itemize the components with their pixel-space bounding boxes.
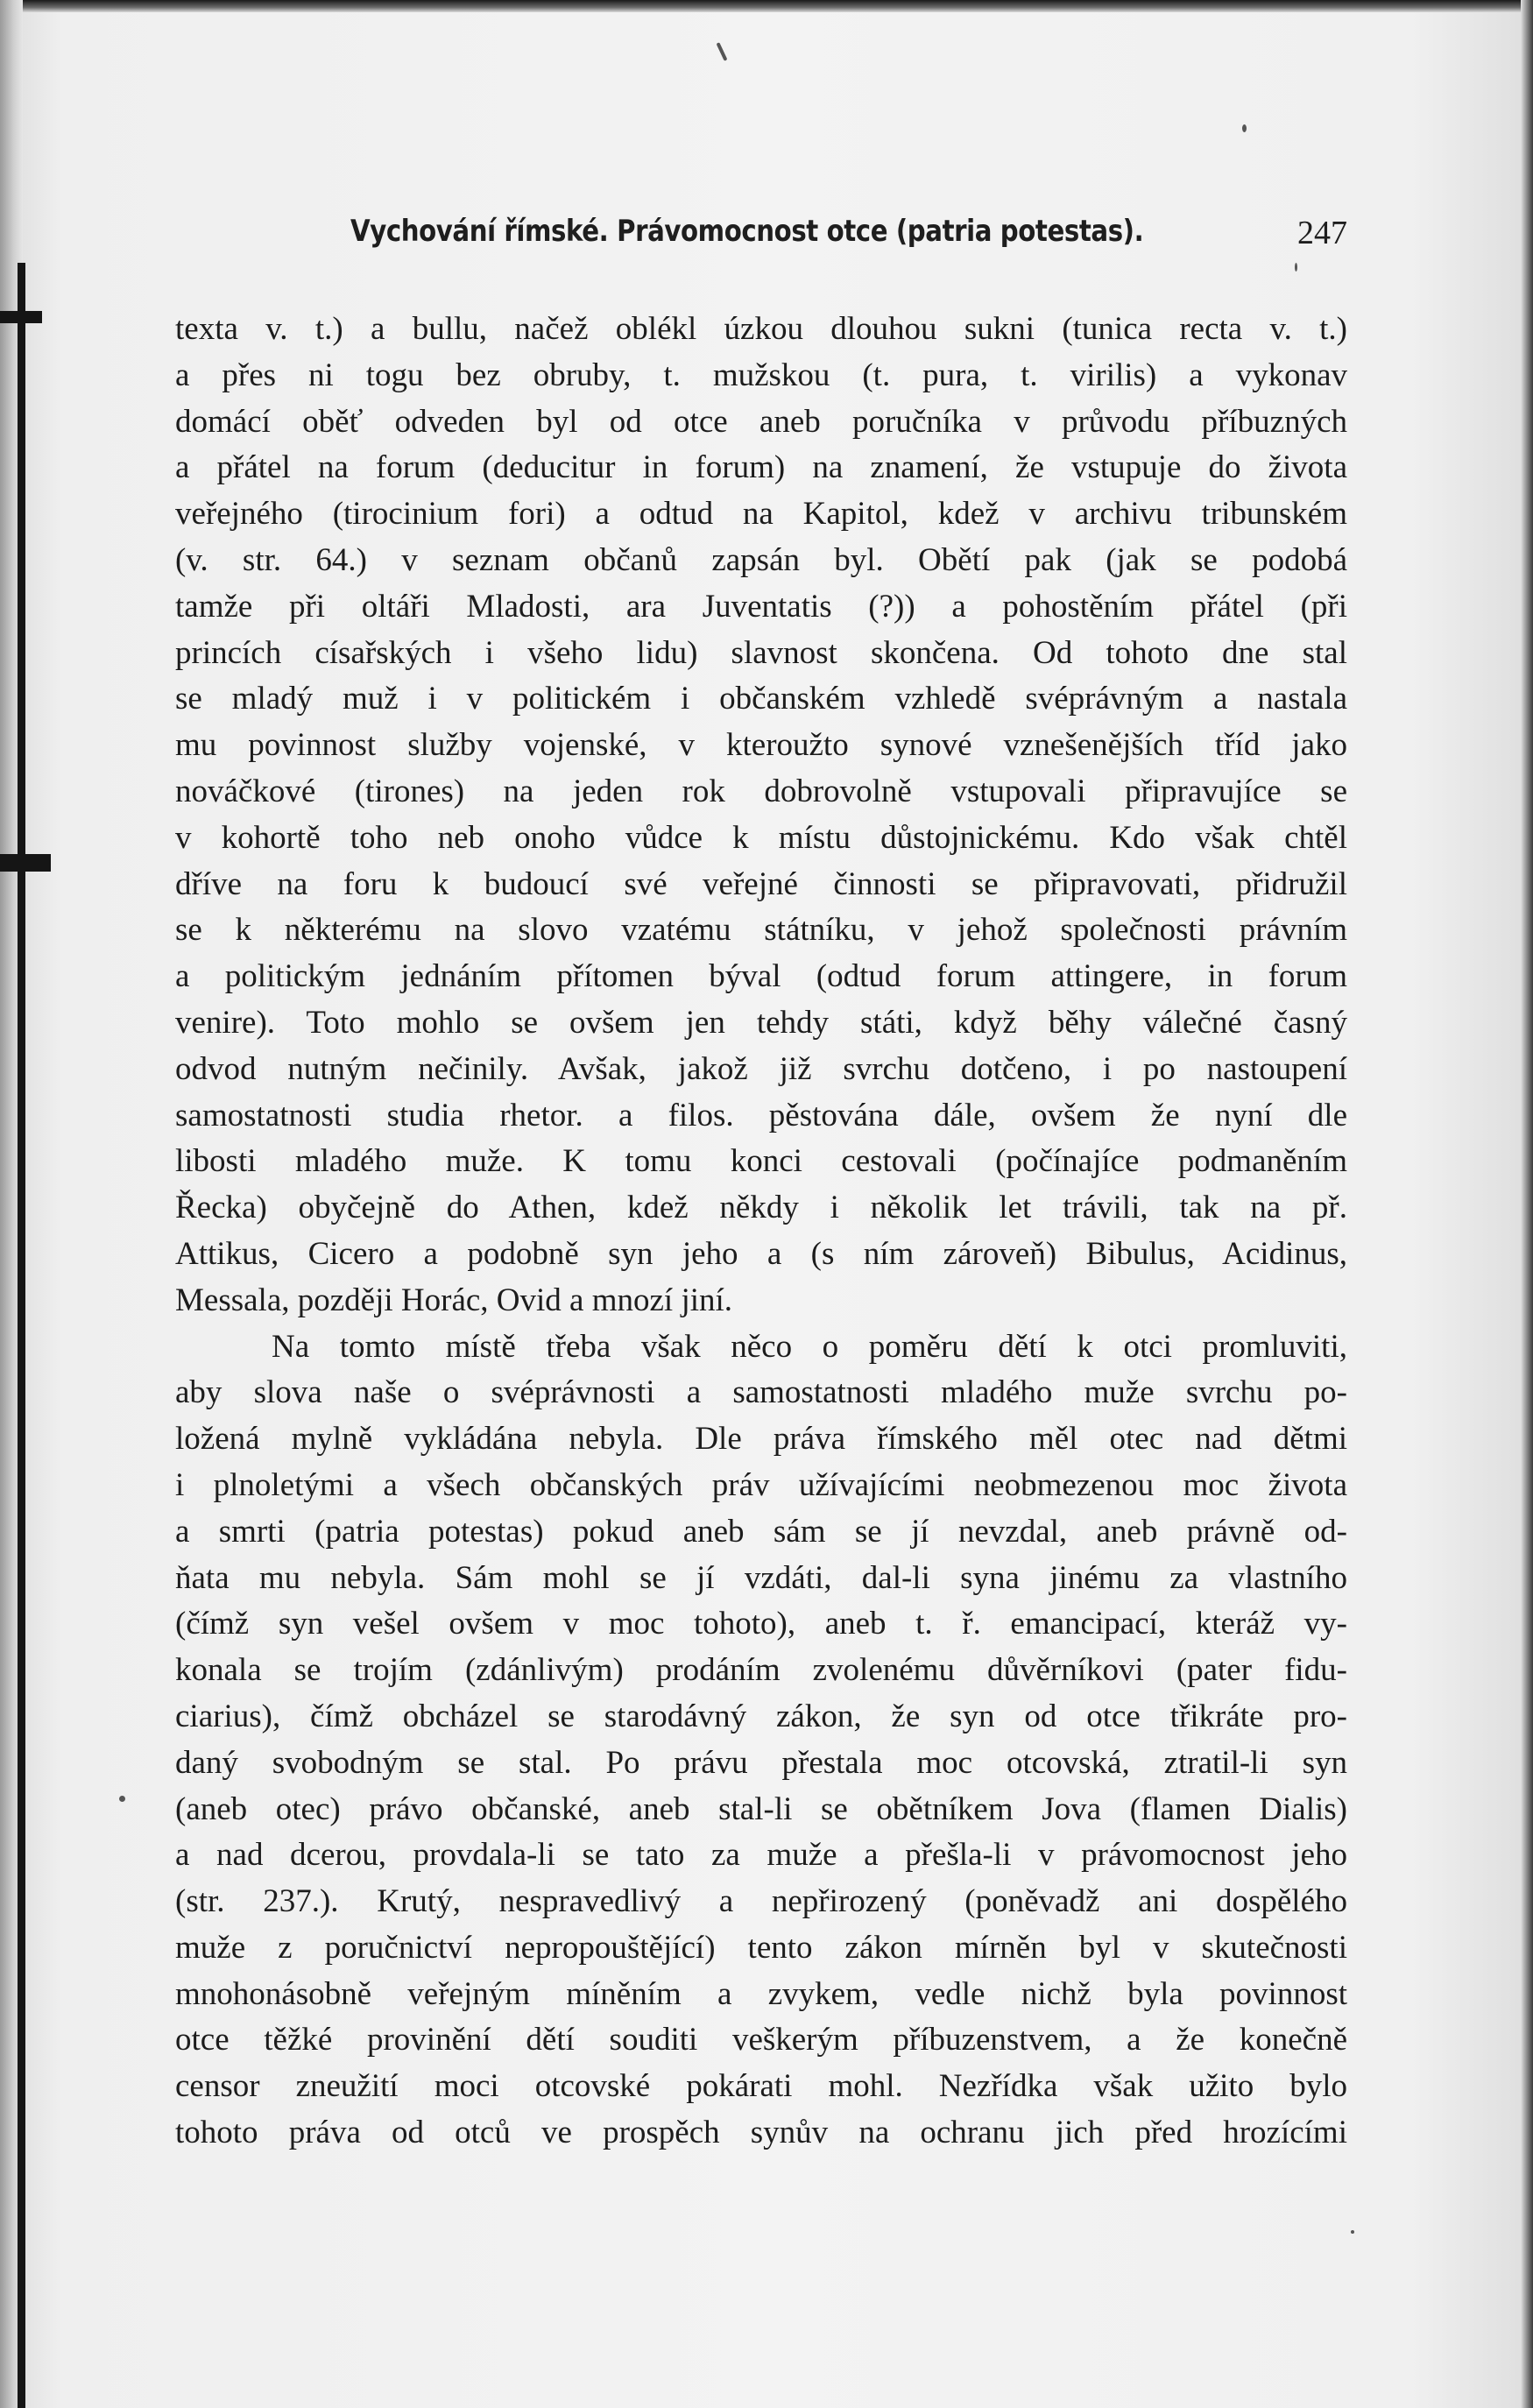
text-line: mnohonásobně veřejným míněním a zvykem, vedle nichž byla povinnost bbox=[175, 1975, 1347, 2012]
text-line: a smrti (patria potestas) pokud aneb sám se jí nevzdal, aneb právně od- bbox=[175, 1513, 1347, 1550]
paragraph-end-line: Messala, později Horác, Ovid a mnozí jiní. bbox=[175, 1282, 733, 1318]
text-line: Attikus, Cicero a podobně syn jeho a (s ním zároveň) Bibulus, Acidinus, bbox=[175, 1235, 1347, 1272]
scan-speck bbox=[717, 42, 728, 61]
scan-speck bbox=[1295, 263, 1297, 272]
scan-speck bbox=[119, 1796, 125, 1802]
text-line: a přátel na forum (deducitur in forum) na znamení, že vstupuje do života bbox=[175, 449, 1347, 486]
text-line: tamže při oltáři Mladosti, ara Juventatis (?)) a pohostěním přátel (při bbox=[175, 588, 1347, 625]
text-line: (str. 237.). Krutý, nespravedlivý a nepřirozený (poněvadž ani dospělého bbox=[175, 1883, 1347, 1920]
text-line: a přes ni togu bez obruby, t. mužskou (t. pura, t. virilis) a vykonav bbox=[175, 357, 1347, 393]
text-line: texta v. t.) a bullu, načež oblékl úzkou dlouhou sukni (tunica recta v. t.) bbox=[175, 311, 1347, 347]
text-line: v kohortě toho neb onoho vůdce k místu důstojnickému. Kdo však chtěl bbox=[175, 819, 1347, 856]
text-line: ložená mylně vykládána nebyla. Dle práva římského měl otec nad dětmi bbox=[175, 1421, 1347, 1458]
text-line: tohoto práva od otců ve prospěch synův na ochranu jich před hrozícími bbox=[175, 2115, 1347, 2151]
text-line: domácí oběť odveden byl od otce aneb poručníka v průvodu příbuzných bbox=[175, 403, 1347, 440]
page-number: 247 bbox=[1297, 215, 1347, 251]
text-line: se k některému na slovo vzatému státníku, v jehož společnosti právním bbox=[175, 912, 1347, 949]
text-line: (v. str. 64.) v seznam občanů zapsán byl. Obětí pak (jak se podobá bbox=[175, 541, 1347, 578]
text-line: otce těžké provinění dětí souditi veškerým příbuzenstvem, a že konečně bbox=[175, 2022, 1347, 2058]
text-line: (čímž syn vešel ovšem v moc tohoto), aneb t. ř. emancipací, kteráž vy- bbox=[175, 1606, 1347, 1642]
text-line: venire). Toto mohlo se ovšem jen tehdy státi, když běhy válečné časný bbox=[175, 1004, 1347, 1041]
text-line: libosti mladého muže. K tomu konci cestovali (počínajíce podmaněním bbox=[175, 1143, 1347, 1180]
text-line: konala se trojím (zdánlivým) prodáním zvolenému důvěrníkovi (pater fidu- bbox=[175, 1652, 1347, 1689]
text-line: a politickým jednáním přítomen býval (odtud forum attingere, in forum bbox=[175, 958, 1347, 995]
scan-speck bbox=[1242, 124, 1247, 132]
text-line: se mladý muž i v politickém i občanském vzhledě svéprávným a nastala bbox=[175, 681, 1347, 717]
text-line: samostatnosti studia rhetor. a filos. pěstována dále, ovšem že nyní dle bbox=[175, 1097, 1347, 1133]
text-line: ňata mu nebyla. Sám mohl se jí vzdáti, dal-li syna jinému za vlastního bbox=[175, 1559, 1347, 1596]
text-line: daný svobodným se stal. Po právu přestala moc otcovská, ztratil-li syn bbox=[175, 1744, 1347, 1781]
running-head-title: Vychování římské. Právomocnost otce (patria potestas). bbox=[350, 214, 1144, 249]
binding-line bbox=[18, 263, 25, 2408]
text-line: i plnoletými a všech občanských práv užívajícími neobmezenou moc života bbox=[175, 1466, 1347, 1503]
text-line: veřejného (tirocinium fori) a odtud na Kapitol, kdež v archivu tribunském bbox=[175, 496, 1347, 533]
binding-mark bbox=[0, 854, 51, 872]
text-line: censor zneužití moci otcovské pokárati mohl. Nezřídka však užito bylo bbox=[175, 2068, 1347, 2105]
text-line: muže z poručnictví nepropouštějící) tento zákon mírněn byl v skutečnosti bbox=[175, 1929, 1347, 1966]
text-line: ciarius), čímž obcházel se starodávný zákon, že syn od otce třikráte pro- bbox=[175, 1698, 1347, 1734]
text-line: princích císařských i všeho lidu) slavnost skončena. Od tohoto dne stal bbox=[175, 634, 1347, 671]
page-top-edge bbox=[0, 0, 1533, 12]
text-line: odvod nutným nečinily. Avšak, jakož již svrchu dotčeno, i po nastoupení bbox=[175, 1050, 1347, 1087]
text-line: nováčkové (tirones) na jeden rok dobrovolně vstupovali připravujíce se bbox=[175, 773, 1347, 809]
scan-speck bbox=[1351, 2230, 1354, 2234]
text-line: dříve na foru k budoucí své veřejné činnosti se připravovati, přidružil bbox=[175, 865, 1347, 902]
running-header bbox=[350, 214, 1347, 258]
text-line: Řecka) obyčejně do Athen, kdež někdy i několik let trávili, tak na př. bbox=[175, 1190, 1347, 1226]
text-line: mu povinnost služby vojenské, v kteroužto synové vznešenějších tříd jako bbox=[175, 727, 1347, 764]
binding-mark bbox=[0, 311, 42, 323]
paragraph-start-line: Na tomto místě třeba však něco o poměru dětí k otci promluviti, bbox=[272, 1328, 1347, 1365]
text-line: (aneb otec) právo občanské, aneb stal-li se obětníkem Jova (flamen Dialis) bbox=[175, 1790, 1347, 1827]
text-line: a nad dcerou, provdala-li se tato za muže a přešla-li v právomocnost jeho bbox=[175, 1837, 1347, 1874]
text-line: aby slova naše o svéprávnosti a samostatnosti mladého muže svrchu po- bbox=[175, 1374, 1347, 1411]
page-right-edge bbox=[1521, 0, 1533, 2408]
body-text bbox=[175, 307, 1347, 2157]
